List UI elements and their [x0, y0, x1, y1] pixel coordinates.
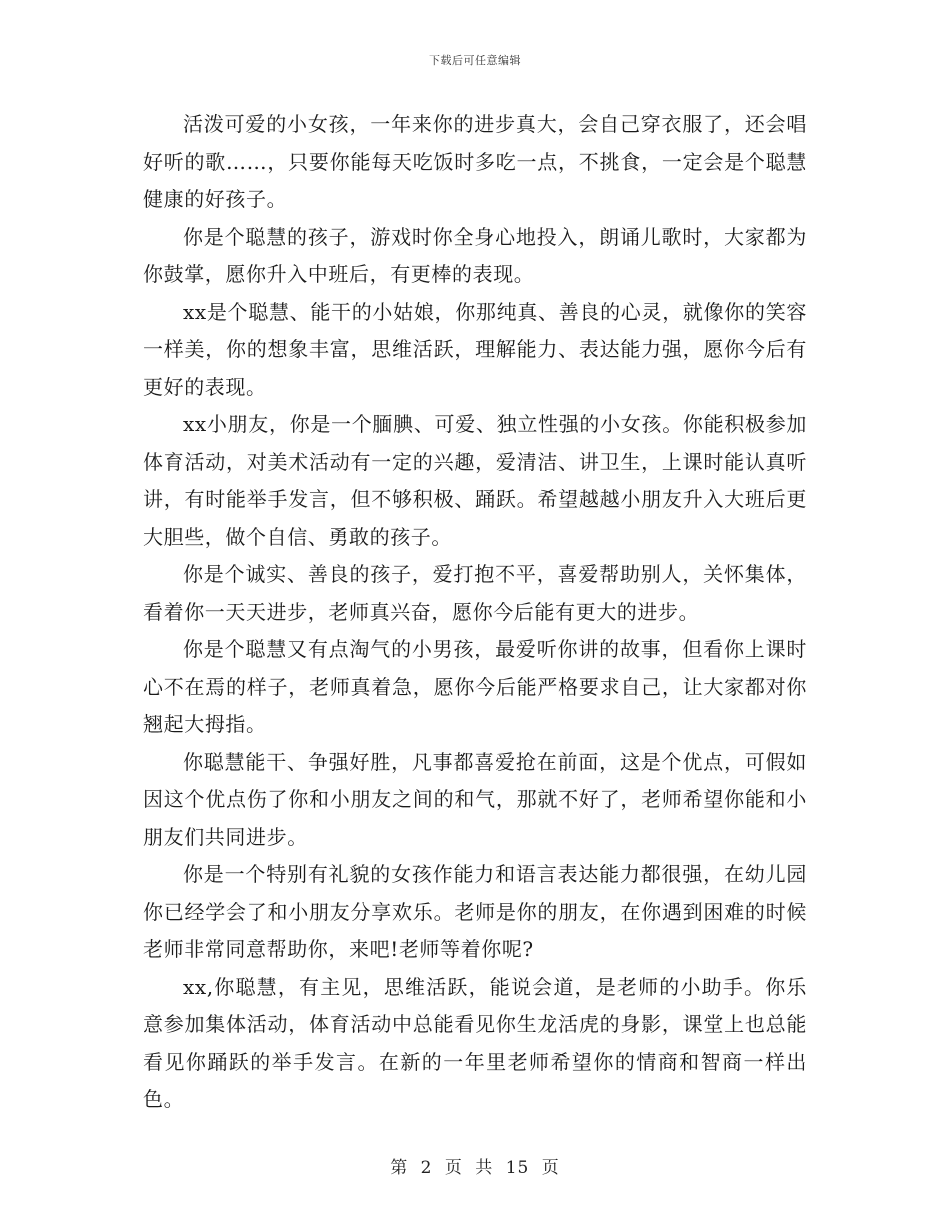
- paragraph-1: 活泼可爱的小女孩，一年来你的进步真大，会自己穿衣服了，还会唱好听的歌……，只要你能每天吃饭时多吃一点，不挑食，一定会是个聪慧健康的好孩子。: [143, 112, 807, 211]
- paragraph-8: 你是一个特别有礼貌的女孩作能力和语言表达能力都很强，在幼儿园你已经学会了和小朋友分享欢乐。老师是你的朋友，在你遇到困难的时候老师非常同意帮助你，来吧!老师等着你呢?: [143, 862, 807, 961]
- paragraph-5: 你是个诚实、善良的孩子，爱打抱不平，喜爱帮助别人，关怀集体，看着你一天天进步，老师真兴奋，愿你今后能有更大的进步。: [143, 562, 807, 624]
- paragraph-2: 你是个聪慧的孩子，游戏时你全身心地投入，朗诵儿歌时，大家都为你鼓掌，愿你升入中班后，有更棒的表现。: [143, 224, 807, 286]
- document-body: [143, 106, 807, 1119]
- paragraph-4: xx小朋友，你是一个腼腆、可爱、独立性强的小女孩。你能积极参加体育活动，对美术活动有一定的兴趣，爱清洁、讲卫生，上课时能认真听讲，有时能举手发言，但不够积极、踊跃。希望越越小朋友升入大班后更大胆些，做个自信、勇敢的孩子。: [143, 412, 807, 549]
- paragraph-7: 你聪慧能干、争强好胜，凡事都喜爱抢在前面，这是个优点，可假如因这个优点伤了你和小朋友之间的和气，那就不好了，老师希望你能和小朋友们共同进步。: [143, 749, 807, 849]
- paragraph-3: xx是个聪慧、能干的小姑娘，你那纯真、善良的心灵，就像你的笑容一样美，你的想象丰富，思维活跃，理解能力、表达能力强，愿你今后有更好的表现。: [143, 299, 807, 399]
- paragraph-9: xx,你聪慧，有主见，思维活跃，能说会道，是老师的小助手。你乐意参加集体活动，体育活动中总能看见你生龙活虎的身影，课堂上也总能看见你踊跃的举手发言。在新的一年里老师希望你的情商和智商一样出色。: [143, 974, 807, 1111]
- page-footer: 第 2 页 共 15 页: [390, 1158, 560, 1178]
- paragraph-6: 你是个聪慧又有点淘气的小男孩，最爱听你讲的故事，但看你上课时心不在焉的样子，老师真着急，愿你今后能严格要求自己，让大家都对你翘起大拇指。: [143, 637, 807, 736]
- page-header: 下载后可任意编辑: [429, 54, 521, 67]
